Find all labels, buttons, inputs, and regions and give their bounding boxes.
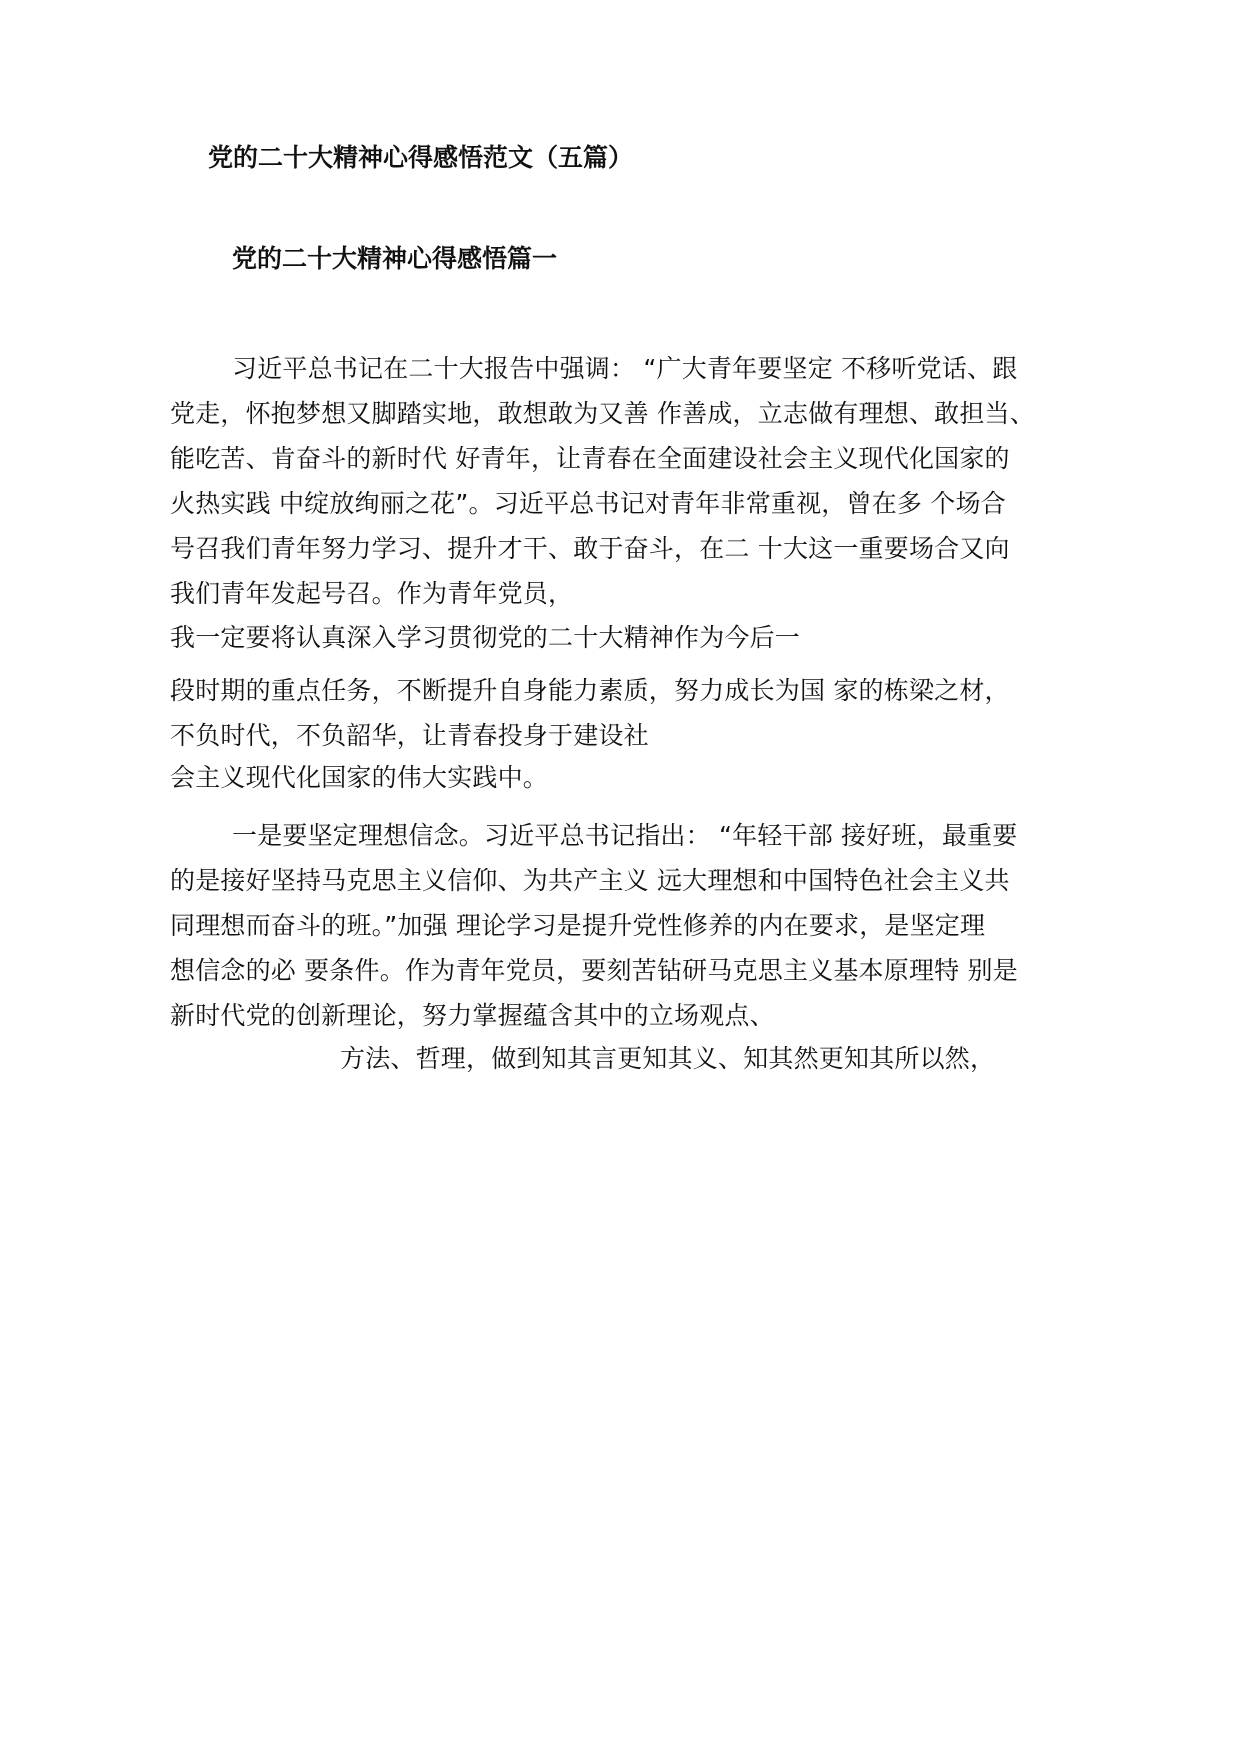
body-line: 新时代党的创新理论，努力掌握蕴含其中的立场观点、 — [170, 1001, 775, 1030]
body-line: 我一定要将认真深入学习贯彻党的二十大精神作为今后一 — [170, 623, 801, 652]
body-line: 想信念的必 要条件。作为青年党员，要刻苦钻研马克思主义基本原理特 别是 — [170, 956, 1018, 985]
section-title: 党的二十大精神心得感悟篇一 — [232, 244, 558, 273]
body-line: 习近平总书记在二十大报告中强调： “广大青年要坚定 不移听党话、跟 — [232, 354, 1018, 383]
body-line: 会主义现代化国家的伟大实践中。 — [170, 763, 549, 792]
body-line: 党走，怀抱梦想又脚踏实地，敢想敢为又善 作善成，立志做有理想、敢担当、 — [170, 399, 1035, 428]
body-line: 能吃苦、肯奋斗的新时代 好青年，让青春在全面建设社会主义现代化国家的 — [170, 444, 1010, 473]
body-line: 同理想而奋斗的班。”加强 理论学习是提升党性修养的内在要求，是坚定理 — [170, 911, 986, 940]
body-line: 方法、哲理，做到知其言更知其义、知其然更知其所以然， — [340, 1044, 996, 1073]
body-line: 不负时代，不负韶华，让青春投身于建设社 — [170, 721, 649, 750]
body-line: 的是接好坚持马克思主义信仰、为共产主义 远大理想和中国特色社会主义共 — [170, 866, 1010, 895]
body-line: 号召我们青年努力学习、提升才干、敢于奋斗，在二 十大这一重要场合又向 — [170, 534, 1010, 563]
body-line: 段时期的重点任务，不断提升自身能力素质，努力成长为国 家的栋梁之材， — [170, 676, 1010, 705]
document-title: 党的二十大精神心得感悟范文（五篇） — [208, 143, 634, 172]
body-line: 我们青年发起号召。作为青年党员， — [170, 579, 574, 608]
body-line: 火热实践 中绽放绚丽之花”。习近平总书记对青年非常重视，曾在多 个场合 — [170, 489, 1006, 518]
body-line: 一是要坚定理想信念。习近平总书记指出： “年轻干部 接好班，最重要 — [232, 821, 1018, 850]
